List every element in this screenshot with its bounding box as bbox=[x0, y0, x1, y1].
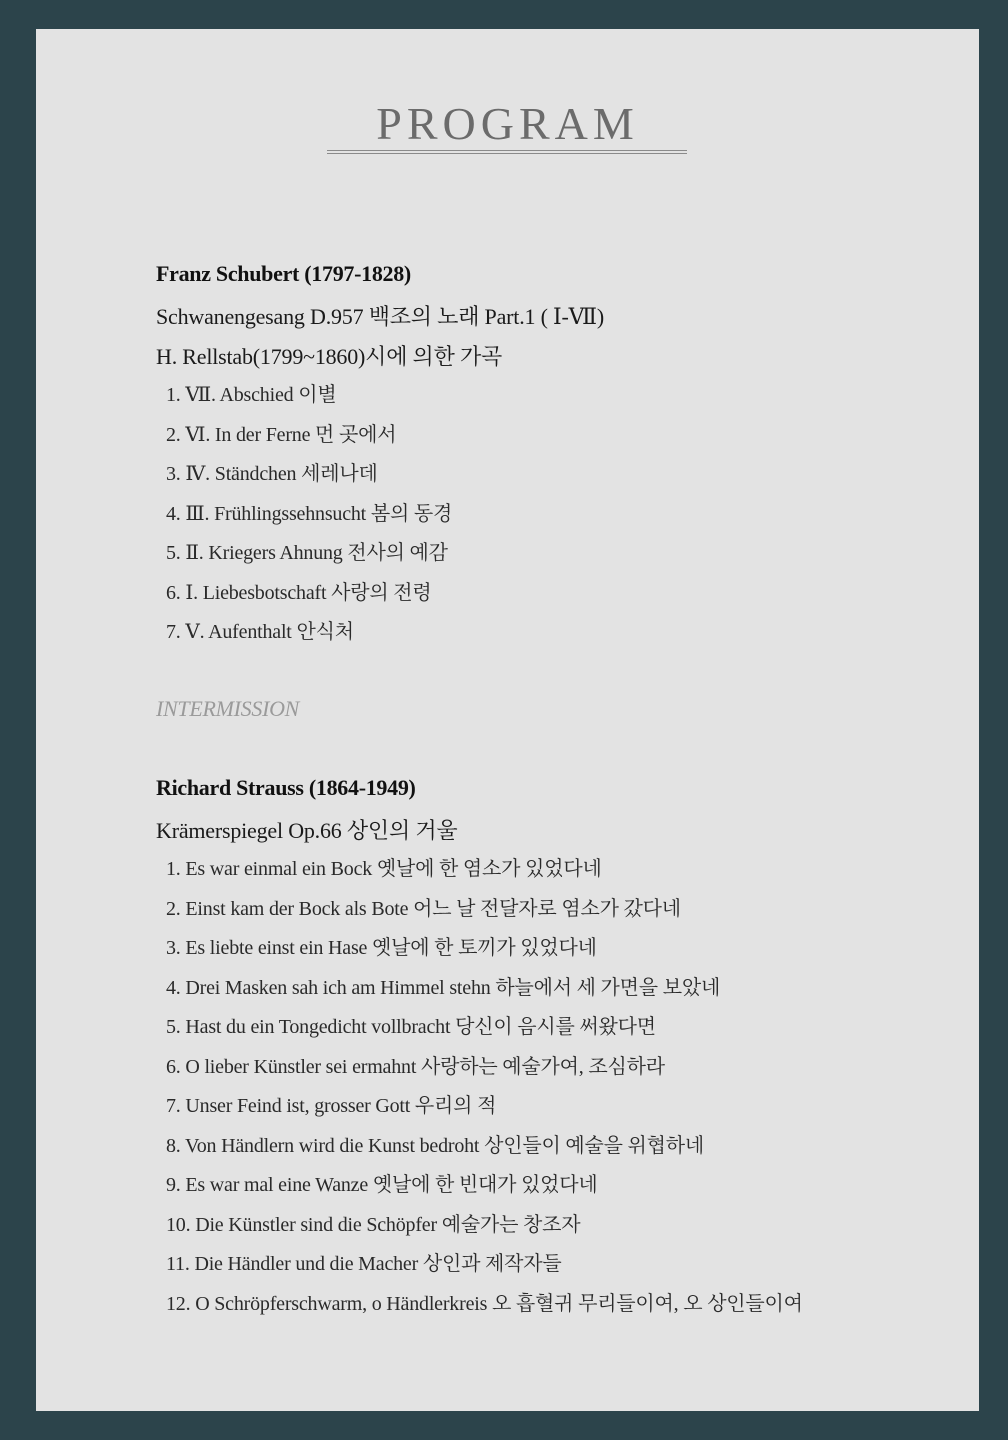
list-item: 2. Einst kam der Bock als Bote 어느 날 전달자로 염소가 갔다네 bbox=[166, 897, 681, 920]
list-item: 1. Ⅶ. Abschied 이별 bbox=[166, 384, 337, 406]
work-title-schwanengesang: Schwanengesang D.957 백조의 노래 Part.1 ( Ⅰ-Ⅶ) bbox=[156, 304, 604, 329]
composer-strauss: Richard Strauss (1864-1949) bbox=[156, 775, 416, 800]
list-item: 10. Die Künstler sind die Schöpfer 예술가는 창조자 bbox=[166, 1213, 581, 1236]
list-item: 6. O lieber Künstler sei ermahnt 사랑하는 예술가여, 조심하라 bbox=[166, 1055, 665, 1078]
program-header bbox=[36, 97, 979, 151]
list-item: 11. Die Händler und die Macher 상인과 제작자들 bbox=[166, 1253, 562, 1275]
song-list-strauss bbox=[166, 850, 803, 1324]
list-item: 2. Ⅵ. In der Ferne 먼 곳에서 bbox=[166, 423, 397, 446]
list-item: 5. Hast du ein Tongedicht vollbracht 당신이 음시를 써왔다면 bbox=[166, 1016, 656, 1038]
intermission-label: INTERMISSION bbox=[156, 696, 300, 721]
composer-schubert: Franz Schubert (1797-1828) bbox=[156, 261, 411, 286]
list-item: 3. Es liebte einst ein Hase 옛날에 한 토끼가 있었다네 bbox=[166, 937, 597, 959]
list-item: 9. Es war mal eine Wanze 옛날에 한 빈대가 있었다네 bbox=[166, 1174, 598, 1196]
list-item: 3. Ⅳ. Ständchen 세레나데 bbox=[166, 463, 378, 485]
list-item: 6. Ⅰ. Liebesbotschaft 사랑의 전령 bbox=[166, 581, 432, 604]
list-item: 1. Es war einmal ein Bock 옛날에 한 염소가 있었다네 bbox=[166, 858, 602, 880]
program-sheet bbox=[36, 29, 979, 1411]
title-divider bbox=[327, 150, 687, 154]
list-item: 4. Drei Masken sah ich am Himmel stehn 하늘에서 세 가면을 보았네 bbox=[166, 976, 721, 999]
list-item: 8. Von Händlern wird die Kunst bedroht 상인들이 예술을 위협하네 bbox=[166, 1134, 705, 1157]
song-list-schubert bbox=[166, 376, 452, 653]
list-item: 4. Ⅲ. Frühlingssehnsucht 봄의 동경 bbox=[166, 502, 453, 525]
list-item: 5. Ⅱ. Kriegers Ahnung 전사의 예감 bbox=[166, 542, 448, 564]
list-item: 7. Unser Feind ist, grosser Gott 우리의 적 bbox=[166, 1095, 497, 1117]
work-subtitle-rellstab: H. Rellstab(1799~1860)시에 의한 가곡 bbox=[156, 344, 503, 369]
list-item: 12. O Schröpferschwarm, o Händlerkreis 오 흡혈귀 무리들이여, 오 상인들이여 bbox=[166, 1292, 803, 1315]
page-title: PROGRAM bbox=[376, 98, 639, 149]
work-title-kraemerspiegel: Krämerspiegel Op.66 상인의 거울 bbox=[156, 818, 458, 843]
list-item: 7. Ⅴ. Aufenthalt 안식처 bbox=[166, 621, 354, 643]
